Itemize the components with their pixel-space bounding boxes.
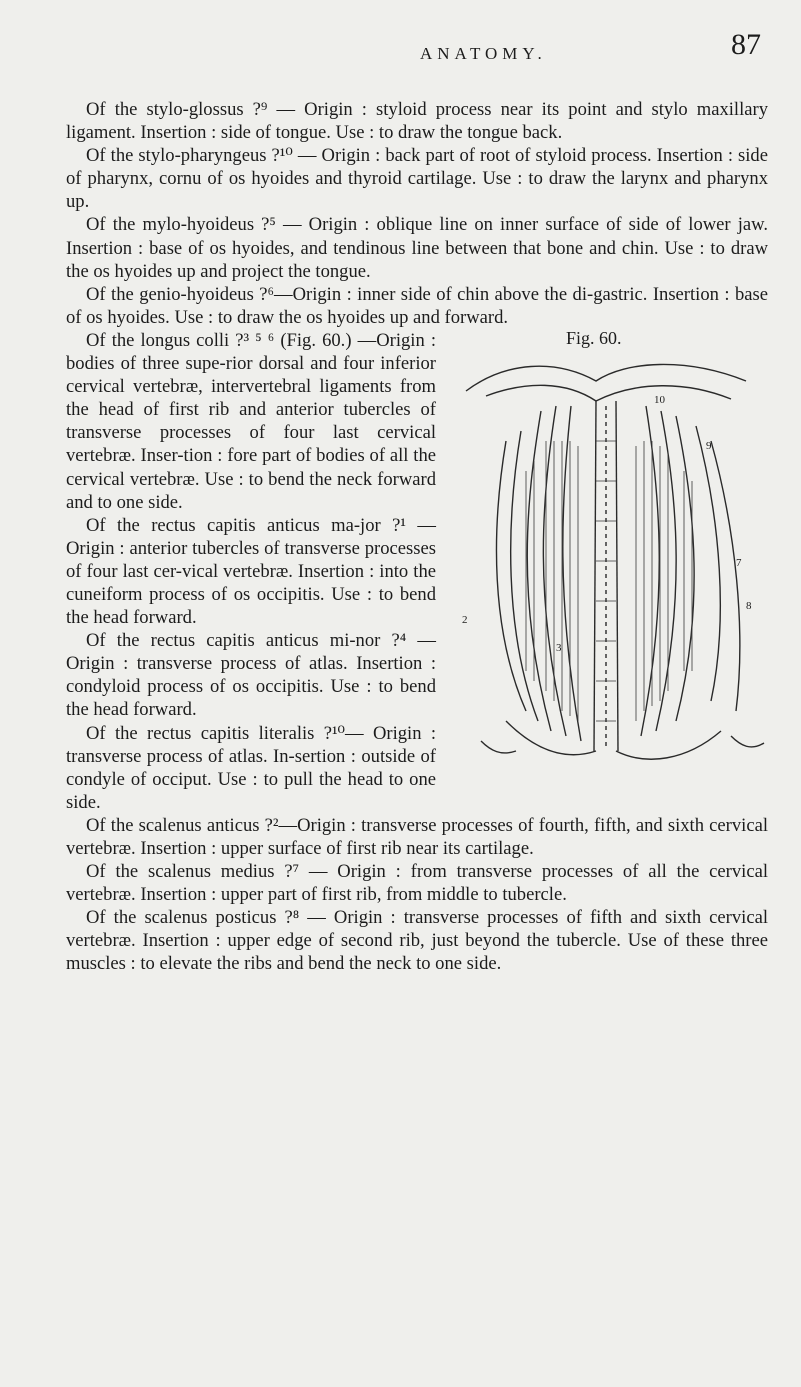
paragraph-rectus-capitis-anticus-major: Of the rectus capitis anticus ma-jor ?¹ —Origin : anterior tubercles of transverse processes of four last cer-vical vertebræ. Insertion : into the cuneiform process of os occipitis. Use : to bend the head forward.	[66, 514, 436, 629]
paragraph-mylo-hyoideus: Of the mylo-hyoideus ?⁵ — Origin : oblique line on inner surface of side of lower jaw. Insertion : base of os hyoides, and tendinous line between that bone and chin. Use : to draw the os hyoides up and project the tongue.	[66, 214, 768, 282]
figure-label: 2	[462, 613, 468, 626]
figure-label: 7	[736, 556, 742, 569]
paragraph-scalenus-anticus: Of the scalenus anticus ?²—Origin : transverse processes of fourth, fifth, and sixth cervical vertebræ. Insertion : upper surface of first rib near its cartilage.	[66, 814, 768, 859]
page-number: 87	[731, 28, 761, 61]
paragraph-genio-hyoideus: Of the genio-hyoideus ?⁶—Origin : inner side of chin above the di-gastric. Insertion : base of os hyoides. Use : to draw the os hyoides up and forward.	[66, 283, 768, 328]
paragraph-scalenus-posticus: Of the scalenus posticus ?⁸ — Origin : transverse processes of fifth and sixth cervical vertebræ. Insertion : upper edge of second rib, just beyond the tubercle. Use of these three muscles : to elevate the ribs and bend the neck to one side.	[66, 907, 768, 975]
figure-label: 8	[746, 599, 752, 612]
page-header	[420, 28, 761, 74]
figure-wrap-area	[66, 329, 768, 814]
paragraph-stylo-glossus: Of the stylo-glossus ?⁹ — Origin : styloid process near its point and stylo maxillary ligament. Insertion : side of tongue. Use : to draw the tongue back.	[66, 99, 768, 144]
page-body	[66, 98, 768, 976]
paragraph-rectus-capitis-anticus-minor: Of the rectus capitis anticus mi-nor ?⁴ — Origin : transverse process of atlas. Insertion : condyloid process of os occipitis. Use : to bend the head forward.	[66, 630, 436, 721]
figure-label: 10	[654, 393, 665, 406]
figure-caption: Fig. 60.	[566, 327, 622, 348]
paragraph-scalenus-medius: Of the scalenus medius ?⁷ — Origin : from transverse processes of all the cervical vertebræ. Insertion : upper part of first rib, from middle to tubercle.	[66, 861, 768, 906]
running-head: ANATOMY.	[420, 44, 547, 63]
figure-60	[446, 329, 774, 784]
figure-label: 3	[556, 641, 562, 654]
paragraph-rectus-capitis-literalis: Of the rectus capitis literalis ?¹⁰— Origin : transverse process of atlas. In-sertion : outside of condyle of occiput. Use : to pull the head to one side.	[66, 722, 436, 813]
figure-label: 9	[706, 439, 712, 452]
paragraph-stylo-pharyngeus: Of the stylo-pharyngeus ?¹⁰ — Origin : back part of root of styloid process. Insertion : side of pharynx, cornu of os hyoides and thyroid cartilage. Use : to draw the larynx and pharynx up.	[66, 145, 768, 213]
neck-muscles-illustration	[446, 351, 774, 781]
paragraph-longus-colli: Of the longus colli ?³ ⁵ ⁶ (Fig. 60.) —Origin : bodies of three supe-rior dorsal and four inferior cervical vertebræ, intervertebral ligaments from the head of first rib and anterior tubercles of transverse processes of four last cervical vertebræ. Inser-tion : fore part of bodies of all the cervical vertebræ. Use : to bend the neck forward and to one side.	[66, 329, 436, 513]
